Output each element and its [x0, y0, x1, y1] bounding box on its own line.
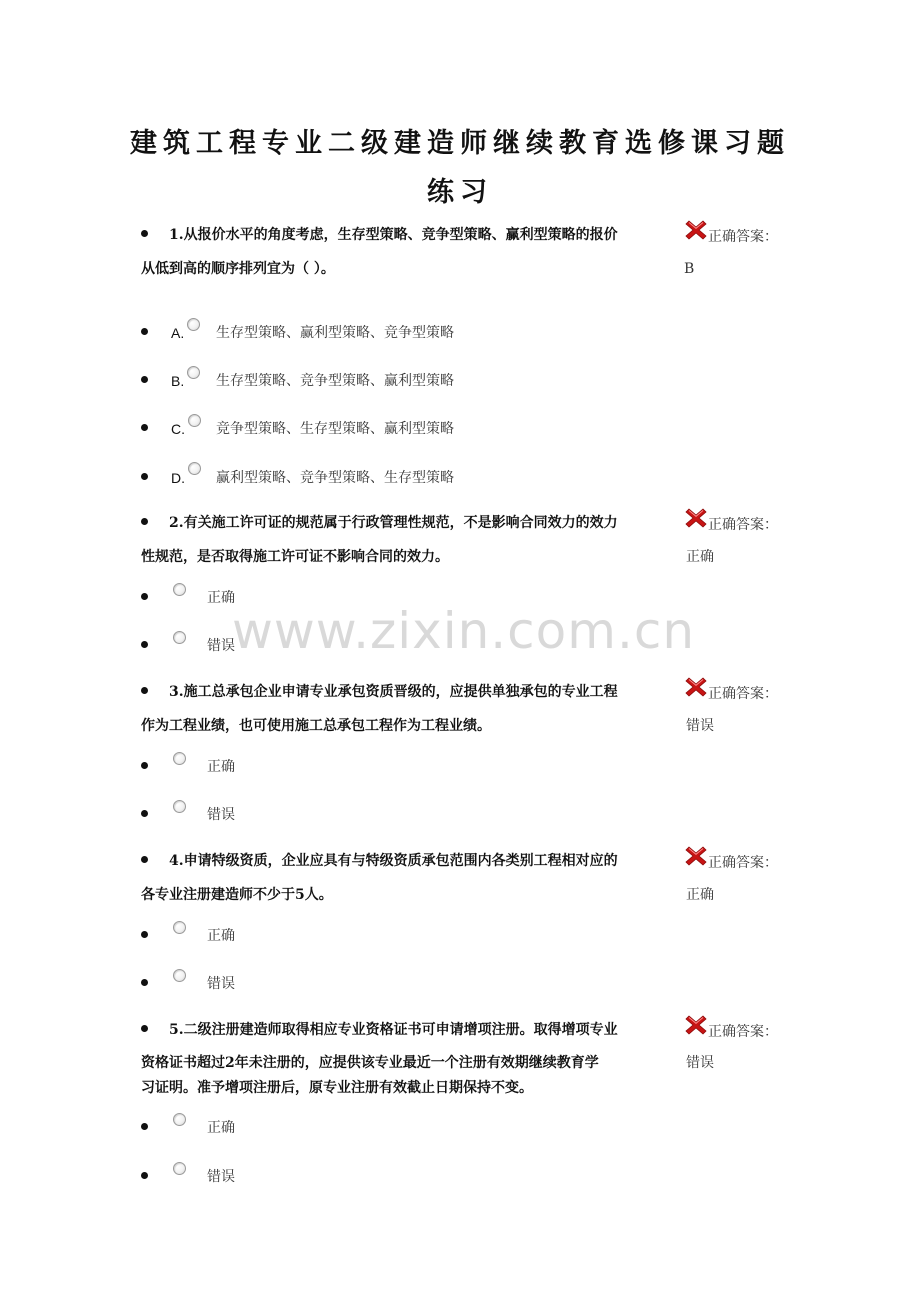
bullet [141, 230, 148, 237]
radio-button[interactable] [173, 800, 186, 813]
correct-answer: 正确 [686, 887, 714, 903]
option-text: 正确 [207, 590, 235, 606]
option-text: 生存型策略、赢利型策略、竞争型策略 [216, 325, 454, 341]
watermark: www.zixin.com.cn [232, 602, 696, 660]
answer-label: 正确答案： [708, 1024, 778, 1040]
bullet [141, 518, 148, 525]
option-text: 竞争型策略、生存型策略、赢利型策略 [216, 421, 454, 437]
question-text: 4.申请特级资质，企业应具有与特级资质承包范围内各类别工程相对应的 [169, 853, 618, 869]
radio-button[interactable] [188, 462, 201, 475]
radio-button[interactable] [173, 1113, 186, 1126]
bullet [141, 687, 148, 694]
bullet [141, 762, 148, 769]
option-text: 错误 [207, 807, 235, 823]
wrong-x-icon [684, 844, 708, 868]
correct-answer: 正确 [686, 549, 714, 565]
bullet [141, 473, 148, 480]
correct-answer: 错误 [686, 718, 714, 734]
bullet [141, 641, 148, 648]
radio-button[interactable] [173, 969, 186, 982]
bullet [141, 376, 148, 383]
radio-button[interactable] [187, 318, 200, 331]
answer-label: 正确答案： [708, 229, 778, 245]
option-text: 错误 [207, 1169, 235, 1185]
answer-label: 正确答案： [708, 855, 778, 871]
option-letter: D. [171, 470, 185, 486]
radio-button[interactable] [187, 366, 200, 379]
wrong-x-icon [684, 675, 708, 699]
option-letter: B. [171, 373, 185, 389]
radio-button[interactable] [188, 414, 201, 427]
bullet [141, 1025, 148, 1032]
bullet [141, 1123, 148, 1130]
answer-label: 正确答案： [708, 517, 778, 533]
bullet [141, 931, 148, 938]
bullet [141, 328, 148, 335]
bullet [141, 856, 148, 863]
bullet [141, 1172, 148, 1179]
option-letter: C. [171, 421, 185, 437]
option-text: 正确 [207, 759, 235, 775]
radio-button[interactable] [173, 1162, 186, 1175]
radio-button[interactable] [173, 921, 186, 934]
question-text: 2.有关施工许可证的规范属于行政管理性规范，不是影响合同效力的效力 [169, 515, 618, 531]
option-text: 错误 [207, 976, 235, 992]
question-text: 资格证书超过2年未注册的，应提供该专业最近一个注册有效期继续教育学 [141, 1055, 599, 1071]
bullet [141, 810, 148, 817]
question-text: 各专业注册建造师不少于5人。 [141, 887, 333, 903]
wrong-x-icon [684, 1013, 708, 1037]
question-text: 3.施工总承包企业申请专业承包资质晋级的，应提供单独承包的专业工程 [169, 684, 618, 700]
question-text: 作为工程业绩，也可使用施工总承包工程作为工程业绩。 [141, 718, 491, 734]
option-text: 生存型策略、竞争型策略、赢利型策略 [216, 373, 454, 389]
wrong-x-icon [684, 218, 708, 242]
radio-button[interactable] [173, 631, 186, 644]
option-text: 正确 [207, 1120, 235, 1136]
question-text: 1.从报价水平的角度考虑，生存型策略、竞争型策略、赢利型策略的报价 [169, 227, 618, 243]
radio-button[interactable] [173, 583, 186, 596]
question-text: 从低到高的顺序排列宜为（ ）。 [141, 261, 335, 277]
question-text: 性规范，是否取得施工许可证不影响合同的效力。 [141, 549, 449, 565]
correct-answer: 错误 [686, 1055, 714, 1071]
answer-label: 正确答案： [708, 686, 778, 702]
bullet [141, 979, 148, 986]
page-title-continued: 练习 [427, 177, 493, 208]
question-text: 5.二级注册建造师取得相应专业资格证书可申请增项注册。取得增项专业 [169, 1022, 618, 1038]
radio-button[interactable] [173, 752, 186, 765]
bullet [141, 424, 148, 431]
wrong-x-icon [684, 506, 708, 530]
option-text: 赢利型策略、竞争型策略、生存型策略 [216, 470, 454, 486]
option-text: 正确 [207, 928, 235, 944]
page-title: 建筑工程专业二级建造师继续教育选修课习题 [130, 128, 790, 159]
bullet [141, 593, 148, 600]
question-text: 习证明。准予增项注册后，原专业注册有效截止日期保持不变。 [141, 1080, 533, 1096]
option-text: 错误 [207, 638, 235, 654]
option-letter: A. [171, 325, 185, 341]
correct-answer: B [684, 261, 695, 277]
